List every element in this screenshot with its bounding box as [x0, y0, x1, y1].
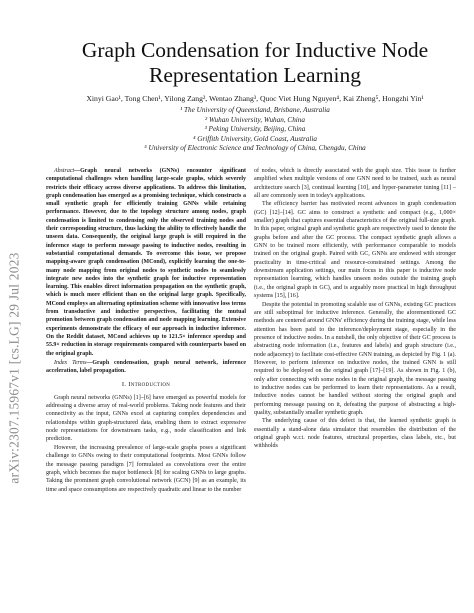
- author-list: Xinyi Gao¹, Tong Chen¹, Yilong Zang², Wentao Zhang³, Quoc Viet Hung Nguyen⁴, Kai Zheng⁵, Hongzhi Yin¹: [86, 94, 424, 103]
- abstract-text: —Graph neural networks (GNNs) encounter significant computational challenges when handling large-scale graphs, which severely restricts their efficacy across diverse applications. To address this limitation, graph condensation has emerged as a promising technique, which constructs a small synthetic graph for efficiently training GNNs while retaining performance. However, due to the topology structure among nodes, graph condensation is limited to condensing only the observed training nodes and their corresponding structure, thus lacking the ability to effectively handle the unseen data. Consequently, the original large graph is still required in the inference stage to perform message passing to inductive nodes, resulting in substantial computational demands. To overcome this issue, we propose mapping-aware graph condensation (MCond), explicitly learning the one-to-many node mapping from original nodes to synthetic nodes to seamlessly integrate new nodes into the synthetic graph for inductive representation learning. This enables direct information propagation on the synthetic graph, which is much more efficient than on the original large graph. Specifically, MCond employs an alternating optimization scheme with innovative loss terms from transductive and inductive perspectives, facilitating the mutual promotion between graph condensation and node mapping learning. Extensive experiments demonstrate the efficacy of our approach in inductive inference. On the Reddit dataset, MCond achieves up to 121.5× inference speedup and 55.9× reduction in storage requirements compared with counterparts based on the original graph.: [46, 168, 246, 357]
- body-paragraph: Despite the potential in promoting scalable use of GNNs, existing GC practices are still suboptimal for inductive inference. Generally, the aforementioned GC methods are centered around GNNs' efficiency during the training stage, while less attention has been paid to the inference/deployment stage, especially in the presence of inductive nodes. In a nutshell, the only objective of their GC process is abstracting node information (i.e., features and labels) and graph structure (i.e., node adjacency) to facilitate cost-effective GNN training, as depicted by Fig. 1 (a). However, to perform inference on inductive nodes, the trained GNN is still required to be deployed on the original graph [17]–[19]. As shown in Fig. 1 (b), only after connecting with some nodes in the original graph, the message passing to inductive nodes can be performed to learn their representations. As a result, inductive nodes cannot be handled without storing the original graph and performing message passing on it, defeating the purpose of abstracting a high-quality, substantially smaller synthetic graph.: [254, 301, 456, 416]
- abstract: [46, 167, 246, 358]
- index-terms-text: —Graph condensation, graph neural network, inference acceleration, label propagation.: [46, 359, 246, 375]
- body-paragraph: of nodes, which is directly associated with the graph size. This issue is further amplified when multiple versions of one GNN need to be trained, such as neural architecture search [3], continual learning [10], and hyper-parameter tuning [11] – all are commonly seen in today's applications.: [254, 168, 456, 200]
- affiliation: ³ Peking University, Beijing, China: [204, 125, 306, 134]
- body-paragraph: The efficiency barrier has motivated recent advances in graph condensation (GC) [12]–[14]. GC aims to construct a synthetic and compact (e.g., 1,000× smaller) graph that captures essential characteristics of the original full-size graph. In this paper, original graph and synthetic graph are respectively used to denote the graphs before and after the GC process. The compact synthetic graph allows a GNN to be trained more efficiently, with performance comparable to models trained on the original graph. Paired with GC, GNNs are endowed with stronger practicality in time-critical and resource-constrained settings. Among the downstream application settings, our main focus in this paper is inductive node representation learning, which handles unseen nodes outside the training graph (i.e., the original graph in GC), and is arguably more practical in high throughput systems [15], [16].: [254, 201, 456, 300]
- section-heading-introduction: I. Introduction: [121, 381, 171, 389]
- body-paragraph: The underlying cause of this defect is that, the learned synthetic graph is essentially a stand-alone data simulator that resembles the distribution of the original graph w.r.t. node features, structural properties, class labels, etc., but withholds: [254, 418, 456, 450]
- affiliation: ⁴ Griffith University, Gold Coast, Australia: [193, 134, 317, 143]
- arxiv-id: arXiv:2307.15967v1 [cs.LG] 29 Jul 2023: [7, 252, 23, 484]
- left-column: [46, 167, 246, 494]
- arxiv-identifier-stamp: [3, 168, 27, 568]
- affiliation-list: [40, 106, 470, 154]
- index-terms-lead: Index Terms: [54, 359, 87, 366]
- affiliation: ¹ The University of Queensland, Brisbane, Australia: [180, 106, 330, 114]
- abstract-lead: Abstract: [54, 168, 75, 174]
- affiliation: ⁵ University of Electronic Science and Technology of China, Chengdu, China: [144, 144, 366, 153]
- body-paragraph: However, the increasing prevalence of large-scale graphs poses a significant challenge to GNNs owing to their computational footprints. Most GNNs follow the message passing paradigm [7] formulated as convolutions over the entire graph, which becomes the major bottleneck [8] for scaling GNNs to large graphs. Taking the prominent graph convolutional network (GCN) [9] as an example, its time and space consumptions are respectively quadratic and linear to the number: [46, 444, 246, 493]
- index-terms: [46, 359, 246, 376]
- body-paragraph: Graph neural networks (GNNs) [1]–[6] have emerged as powerful models for addressing a diverse array of real-world problems. Taking node features and their connectivity as the input, GNNs excel at capturing complex dependencies and relationships within graph-structured data, enabling them to extract expressive node representations for downstream tasks, e.g., node classification and link prediction.: [46, 394, 246, 443]
- right-column: [254, 167, 456, 451]
- paper-title: Graph Condensation for Inductive Node Representation Learning: [81, 38, 429, 87]
- affiliation: ² Wuhan University, Wuhan, China: [205, 115, 305, 124]
